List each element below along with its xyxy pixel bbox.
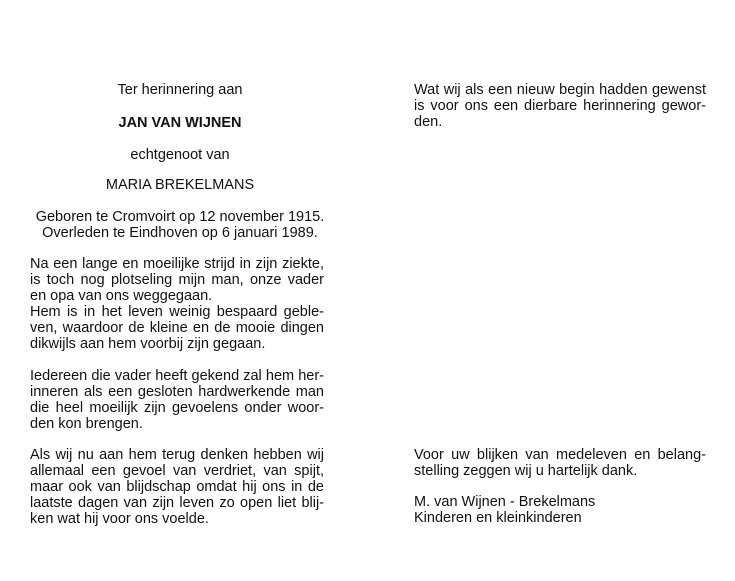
paragraph-line: Iedereen die vader heeft gekend zal hem her-	[30, 368, 324, 384]
paragraph-line: stelling zeggen wij u hartelijk dank.	[414, 463, 638, 479]
relation-text: echtgenoot van	[130, 147, 230, 163]
birth-line: Geboren te Cromvoirt op 12 november 1915.	[35, 209, 325, 225]
paragraph-line: den kon brengen.	[30, 416, 143, 432]
paragraph-line: den.	[414, 114, 443, 130]
paragraph-line: maar ook van blijdschap omdat hij ons in de	[30, 479, 324, 495]
signature-children: Kinderen en kleinkinderen	[414, 510, 582, 526]
thanks-paragraph	[414, 447, 706, 479]
deceased-name: JAN VAN WIJNEN	[118, 115, 242, 131]
paragraph-line: Voor uw blijken van medeleven en belang-	[414, 447, 706, 463]
paragraph-line: inneren als een gesloten hardwerkende man	[30, 384, 324, 400]
death-line: Overleden te Eindhoven op 6 januari 1989.	[42, 225, 318, 241]
paragraph-line: Na een lange en moeilijke strijd in zijn ziekte,	[30, 256, 324, 272]
paragraph-line: Als wij nu aan hem terug denken hebben wij	[30, 447, 324, 463]
spouse-name: MARIA BREKELMANS	[105, 177, 255, 193]
signature-family: M. van Wijnen - Brekelmans	[414, 494, 596, 510]
paragraph-line: ken wat hij voor ons voelde.	[30, 511, 209, 527]
paragraph-line: Wat wij als een nieuw begin hadden gewenst	[414, 82, 706, 98]
intro-text: Ter herinnering aan	[117, 82, 243, 98]
paragraph-2	[30, 368, 324, 432]
paragraph-line: ven, waardoor de kleine en de mooie dingen	[30, 320, 324, 336]
paragraph-line: die heel moeilijk zijn gevoelens onder woor-	[30, 400, 324, 416]
paragraph-1	[30, 256, 324, 352]
paragraph-line: dikwijls aan hem voorbij zijn gegaan.	[30, 336, 266, 352]
paragraph-3	[30, 447, 324, 527]
paragraph-line: Hem is in het leven weinig bespaard geble-	[30, 304, 324, 320]
paragraph-line: laatste dagen van zijn leven zo open liet blij-	[30, 495, 324, 511]
paragraph-line: is toch nog plotseling mijn man, onze vader	[30, 272, 324, 288]
closing-reflection	[414, 82, 706, 130]
paragraph-line: allemaal een gevoel van verdriet, van spijt,	[30, 463, 324, 479]
paragraph-line: en opa van ons weggegaan.	[30, 288, 213, 304]
paragraph-line: is voor ons een dierbare herinnering gewor-	[414, 98, 706, 114]
